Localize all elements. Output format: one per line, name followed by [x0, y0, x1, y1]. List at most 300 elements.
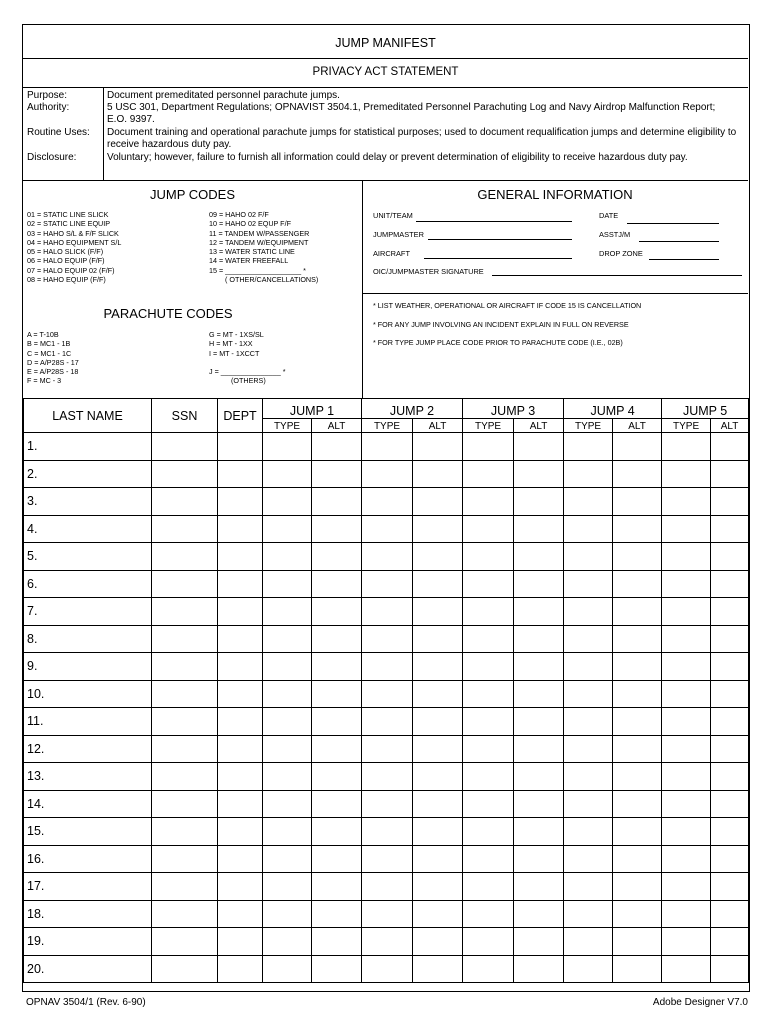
jump3-type-cell[interactable] [463, 873, 514, 901]
col-alt: ALT [613, 418, 662, 432]
jump1-alt-cell[interactable] [312, 460, 362, 488]
jump3-type-cell[interactable] [463, 433, 514, 461]
jump1-alt-cell[interactable] [312, 763, 362, 791]
dept-cell[interactable] [218, 570, 263, 598]
jump2-type-cell[interactable] [362, 818, 413, 846]
note-type-jump: * FOR TYPE JUMP PLACE CODE PRIOR TO PARACHUTE CODE (I.E., 02B) [373, 338, 623, 347]
row-number[interactable]: 17. [24, 873, 152, 901]
jump2-alt-cell[interactable] [413, 680, 463, 708]
dept-cell[interactable] [218, 955, 263, 983]
jump2-alt-cell[interactable] [413, 928, 463, 956]
jump5-type-cell[interactable] [662, 625, 711, 653]
jump2-alt-cell[interactable] [413, 653, 463, 681]
jump1-type-cell[interactable] [263, 763, 312, 791]
row-number[interactable]: 19. [24, 928, 152, 956]
jump3-alt-cell[interactable] [514, 460, 564, 488]
jump5-type-cell[interactable] [662, 928, 711, 956]
jump1-alt-cell[interactable] [312, 653, 362, 681]
manifest-rows [24, 433, 749, 983]
jump2-alt-cell[interactable] [413, 818, 463, 846]
jump-codes-list-2 [209, 210, 359, 284]
jump5-alt-cell[interactable] [711, 570, 749, 598]
jump2-type-cell[interactable] [362, 763, 413, 791]
row-number[interactable]: 6. [24, 570, 152, 598]
jump3-alt-cell[interactable] [514, 873, 564, 901]
dept-cell[interactable] [218, 488, 263, 516]
dept-cell[interactable] [218, 680, 263, 708]
jump1-alt-cell[interactable] [312, 845, 362, 873]
jump3-type-cell[interactable] [463, 845, 514, 873]
signature-field[interactable] [492, 275, 742, 276]
ssn-cell[interactable] [152, 653, 218, 681]
table-row [24, 625, 749, 653]
jump2-alt-cell[interactable] [413, 708, 463, 736]
jump2-type-cell[interactable] [362, 543, 413, 571]
jump3-type-cell[interactable] [463, 625, 514, 653]
jump3-alt-cell[interactable] [514, 818, 564, 846]
jump4-type-cell[interactable] [564, 735, 613, 763]
jump1-alt-cell[interactable] [312, 488, 362, 516]
dept-cell[interactable] [218, 790, 263, 818]
designer-version: Adobe Designer V7.0 [652, 997, 748, 1008]
unit-team-field[interactable] [416, 221, 572, 222]
jump1-alt-cell[interactable] [312, 543, 362, 571]
jump3-type-cell[interactable] [463, 488, 514, 516]
jump3-alt-cell[interactable] [514, 433, 564, 461]
jump2-alt-cell[interactable] [413, 625, 463, 653]
jump5-type-cell[interactable] [662, 460, 711, 488]
ssn-cell[interactable] [152, 735, 218, 763]
jump4-alt-cell[interactable] [613, 598, 662, 626]
row-number[interactable]: 13. [24, 763, 152, 791]
row-number[interactable]: 16. [24, 845, 152, 873]
parachute-code: D = A/P28S - 17 [27, 357, 79, 367]
form-number: OPNAV 3504/1 (Rev. 6-90) [26, 997, 146, 1008]
jump3-alt-cell[interactable] [514, 488, 564, 516]
row-number[interactable]: 4. [24, 515, 152, 543]
jump4-type-cell[interactable] [564, 790, 613, 818]
jump1-alt-cell[interactable] [312, 625, 362, 653]
jump2-type-cell[interactable] [362, 790, 413, 818]
dept-cell[interactable] [218, 845, 263, 873]
jump4-type-cell[interactable] [564, 818, 613, 846]
jump2-alt-cell[interactable] [413, 570, 463, 598]
jump3-alt-cell[interactable] [514, 598, 564, 626]
jump5-type-cell[interactable] [662, 818, 711, 846]
jump5-type-cell[interactable] [662, 543, 711, 571]
jump3-type-cell[interactable] [463, 708, 514, 736]
jump3-alt-cell[interactable] [514, 845, 564, 873]
jump4-alt-cell[interactable] [613, 625, 662, 653]
row-number[interactable]: 12. [24, 735, 152, 763]
dept-cell[interactable] [218, 735, 263, 763]
jump4-alt-cell[interactable] [613, 488, 662, 516]
row-number[interactable]: 15. [24, 818, 152, 846]
jump4-type-cell[interactable] [564, 543, 613, 571]
jump1-type-cell[interactable] [263, 433, 312, 461]
jump2-alt-cell[interactable] [413, 955, 463, 983]
jump1-type-cell[interactable] [263, 845, 312, 873]
jump5-type-cell[interactable] [662, 570, 711, 598]
row-number[interactable]: 14. [24, 790, 152, 818]
jump-codes-heading: JUMP CODES [150, 187, 235, 202]
date-field[interactable] [627, 223, 719, 224]
jump1-alt-cell[interactable] [312, 818, 362, 846]
jump3-type-cell[interactable] [463, 928, 514, 956]
jump5-alt-cell[interactable] [711, 900, 749, 928]
col-jump-4: JUMP 4 [564, 399, 662, 419]
jump5-alt-cell[interactable] [711, 488, 749, 516]
jump3-alt-cell[interactable] [514, 570, 564, 598]
ssn-cell[interactable] [152, 955, 218, 983]
dept-cell[interactable] [218, 763, 263, 791]
table-row [24, 873, 749, 901]
jump5-type-cell[interactable] [662, 955, 711, 983]
jump2-type-cell[interactable] [362, 735, 413, 763]
col-jump-3: JUMP 3 [463, 399, 564, 419]
jump5-type-cell[interactable] [662, 873, 711, 901]
jump2-alt-cell[interactable] [413, 845, 463, 873]
parachute-code-blank [209, 358, 359, 367]
jump5-type-cell[interactable] [662, 653, 711, 681]
jump4-type-cell[interactable] [564, 570, 613, 598]
table-row [24, 845, 749, 873]
row-number[interactable]: 18. [24, 900, 152, 928]
dept-cell[interactable] [218, 543, 263, 571]
jump1-type-cell[interactable] [263, 653, 312, 681]
jump4-alt-cell[interactable] [613, 460, 662, 488]
jump4-alt-cell[interactable] [613, 955, 662, 983]
ssn-cell[interactable] [152, 625, 218, 653]
col-alt: ALT [514, 418, 564, 432]
jump3-type-cell[interactable] [463, 735, 514, 763]
dept-cell[interactable] [218, 515, 263, 543]
ssn-cell[interactable] [152, 873, 218, 901]
drop-zone-field[interactable] [649, 259, 719, 260]
jump1-type-cell[interactable] [263, 818, 312, 846]
jump5-alt-cell[interactable] [711, 653, 749, 681]
jump1-type-cell[interactable] [263, 515, 312, 543]
jump-code: 05 = HALO SLICK (F/F) [27, 247, 104, 257]
jump5-type-cell[interactable] [662, 763, 711, 791]
jump4-alt-cell[interactable] [613, 570, 662, 598]
jump2-type-cell[interactable] [362, 570, 413, 598]
jump1-type-cell[interactable] [263, 708, 312, 736]
jump2-type-cell[interactable] [362, 598, 413, 626]
jump2-type-cell[interactable] [362, 460, 413, 488]
parachute-code: I = MT - 1XCCT [209, 348, 260, 358]
jump4-type-cell[interactable] [564, 955, 613, 983]
jump3-type-cell[interactable] [463, 515, 514, 543]
jump2-type-cell[interactable] [362, 515, 413, 543]
jump3-alt-cell[interactable] [514, 900, 564, 928]
jump4-type-cell[interactable] [564, 653, 613, 681]
jump1-type-cell[interactable] [263, 570, 312, 598]
jump1-type-cell[interactable] [263, 680, 312, 708]
jump5-type-cell[interactable] [662, 900, 711, 928]
jump2-type-cell[interactable] [362, 955, 413, 983]
jump4-type-cell[interactable] [564, 900, 613, 928]
jump5-alt-cell[interactable] [711, 790, 749, 818]
form-title: JUMP MANIFEST [335, 36, 436, 50]
jump3-type-cell[interactable] [463, 955, 514, 983]
jump4-type-cell[interactable] [564, 515, 613, 543]
jump4-alt-cell[interactable] [613, 735, 662, 763]
jump2-alt-cell[interactable] [413, 790, 463, 818]
jump2-alt-cell[interactable] [413, 460, 463, 488]
dept-cell[interactable] [218, 873, 263, 901]
aircraft-field[interactable] [424, 258, 572, 259]
jump3-type-cell[interactable] [463, 460, 514, 488]
jump3-alt-cell[interactable] [514, 543, 564, 571]
jump2-alt-cell[interactable] [413, 543, 463, 571]
jump-code: 03 = HAHO S/L & F/F SLICK [27, 228, 119, 238]
jump1-alt-cell[interactable] [312, 708, 362, 736]
jump2-type-cell[interactable] [362, 900, 413, 928]
divider [23, 87, 748, 88]
privacy-label: Routine Uses: [27, 127, 90, 138]
dept-cell[interactable] [218, 818, 263, 846]
jump4-alt-cell[interactable] [613, 543, 662, 571]
col-type: TYPE [362, 418, 413, 432]
jump5-alt-cell[interactable] [711, 955, 749, 983]
ssn-cell[interactable] [152, 900, 218, 928]
jump1-alt-cell[interactable] [312, 873, 362, 901]
jump2-type-cell[interactable] [362, 928, 413, 956]
ssn-cell[interactable] [152, 570, 218, 598]
jump1-alt-cell[interactable] [312, 433, 362, 461]
jump2-alt-cell[interactable] [413, 763, 463, 791]
note-code15: * LIST WEATHER, OPERATIONAL OR AIRCRAFT IF CODE 15 IS CANCELLATION [373, 301, 642, 310]
row-number[interactable]: 11. [24, 708, 152, 736]
jump3-alt-cell[interactable] [514, 735, 564, 763]
ssn-cell[interactable] [152, 818, 218, 846]
jump4-alt-cell[interactable] [613, 928, 662, 956]
row-number[interactable]: 20. [24, 955, 152, 983]
jump2-type-cell[interactable] [362, 653, 413, 681]
jump1-type-cell[interactable] [263, 790, 312, 818]
jump1-type-cell[interactable] [263, 873, 312, 901]
row-number[interactable]: 2. [24, 460, 152, 488]
ssn-cell[interactable] [152, 433, 218, 461]
jump5-alt-cell[interactable] [711, 928, 749, 956]
jump5-alt-cell[interactable] [711, 543, 749, 571]
jump5-type-cell[interactable] [662, 488, 711, 516]
jump4-type-cell[interactable] [564, 873, 613, 901]
jump4-type-cell[interactable] [564, 460, 613, 488]
jump1-alt-cell[interactable] [312, 570, 362, 598]
jump4-alt-cell[interactable] [613, 680, 662, 708]
jump2-type-cell[interactable] [362, 845, 413, 873]
jump3-alt-cell[interactable] [514, 928, 564, 956]
jump5-alt-cell[interactable] [711, 708, 749, 736]
jump5-alt-cell[interactable] [711, 680, 749, 708]
jump3-type-cell[interactable] [463, 818, 514, 846]
jump1-type-cell[interactable] [263, 543, 312, 571]
dept-cell[interactable] [218, 708, 263, 736]
jump2-type-cell[interactable] [362, 873, 413, 901]
jump1-type-cell[interactable] [263, 488, 312, 516]
jump5-type-cell[interactable] [662, 515, 711, 543]
dept-cell[interactable] [218, 460, 263, 488]
jump3-alt-cell[interactable] [514, 680, 564, 708]
jump5-alt-cell[interactable] [711, 460, 749, 488]
jump5-type-cell[interactable] [662, 790, 711, 818]
general-info-heading: GENERAL INFORMATION [477, 187, 633, 202]
jump5-alt-cell[interactable] [711, 873, 749, 901]
dept-cell[interactable] [218, 900, 263, 928]
jump4-alt-cell[interactable] [613, 433, 662, 461]
jump5-alt-cell[interactable] [711, 845, 749, 873]
jump3-alt-cell[interactable] [514, 625, 564, 653]
jump2-type-cell[interactable] [362, 708, 413, 736]
jump1-type-cell[interactable] [263, 928, 312, 956]
jump5-alt-cell[interactable] [711, 433, 749, 461]
jump2-alt-cell[interactable] [413, 515, 463, 543]
jump4-type-cell[interactable] [564, 680, 613, 708]
ssn-cell[interactable] [152, 598, 218, 626]
jump2-type-cell[interactable] [362, 488, 413, 516]
jump1-type-cell[interactable] [263, 598, 312, 626]
jump4-type-cell[interactable] [564, 488, 613, 516]
jump4-alt-cell[interactable] [613, 845, 662, 873]
jump5-alt-cell[interactable] [711, 735, 749, 763]
manifest-form [22, 24, 750, 992]
jump2-alt-cell[interactable] [413, 598, 463, 626]
jump1-alt-cell[interactable] [312, 928, 362, 956]
jump4-type-cell[interactable] [564, 625, 613, 653]
asstjm-field[interactable] [639, 241, 719, 242]
jump3-alt-cell[interactable] [514, 955, 564, 983]
jumpmaster-field[interactable] [428, 239, 572, 240]
jump4-type-cell[interactable] [564, 433, 613, 461]
jump2-alt-cell[interactable] [413, 900, 463, 928]
jump1-alt-cell[interactable] [312, 900, 362, 928]
ssn-cell[interactable] [152, 488, 218, 516]
jump2-type-cell[interactable] [362, 680, 413, 708]
dept-cell[interactable] [218, 625, 263, 653]
jump3-type-cell[interactable] [463, 680, 514, 708]
jump4-type-cell[interactable] [564, 928, 613, 956]
dept-cell[interactable] [218, 928, 263, 956]
jump5-type-cell[interactable] [662, 680, 711, 708]
table-row [24, 515, 749, 543]
dept-cell[interactable] [218, 433, 263, 461]
jump4-alt-cell[interactable] [613, 873, 662, 901]
jump3-alt-cell[interactable] [514, 790, 564, 818]
jump3-type-cell[interactable] [463, 790, 514, 818]
jump3-type-cell[interactable] [463, 543, 514, 571]
row-number[interactable]: 9. [24, 653, 152, 681]
jump3-type-cell[interactable] [463, 653, 514, 681]
dept-cell[interactable] [218, 653, 263, 681]
jump2-alt-cell[interactable] [413, 488, 463, 516]
jump1-alt-cell[interactable] [312, 735, 362, 763]
ssn-cell[interactable] [152, 845, 218, 873]
jump2-alt-cell[interactable] [413, 433, 463, 461]
jump1-alt-cell[interactable] [312, 598, 362, 626]
jump5-alt-cell[interactable] [711, 818, 749, 846]
row-number[interactable]: 10. [24, 680, 152, 708]
jump4-alt-cell[interactable] [613, 818, 662, 846]
ssn-cell[interactable] [152, 515, 218, 543]
jump5-type-cell[interactable] [662, 735, 711, 763]
jump5-type-cell[interactable] [662, 708, 711, 736]
jump1-type-cell[interactable] [263, 900, 312, 928]
jump3-type-cell[interactable] [463, 598, 514, 626]
jump3-alt-cell[interactable] [514, 653, 564, 681]
dept-cell[interactable] [218, 598, 263, 626]
jump1-type-cell[interactable] [263, 460, 312, 488]
ssn-cell[interactable] [152, 543, 218, 571]
jump1-alt-cell[interactable] [312, 790, 362, 818]
row-number[interactable]: 8. [24, 625, 152, 653]
jump1-alt-cell[interactable] [312, 955, 362, 983]
jump5-alt-cell[interactable] [711, 515, 749, 543]
jump3-type-cell[interactable] [463, 900, 514, 928]
jump3-type-cell[interactable] [463, 763, 514, 791]
jump4-type-cell[interactable] [564, 708, 613, 736]
jump2-type-cell[interactable] [362, 625, 413, 653]
table-row [24, 790, 749, 818]
jump3-alt-cell[interactable] [514, 763, 564, 791]
col-type: TYPE [263, 418, 312, 432]
ssn-cell[interactable] [152, 928, 218, 956]
jump-code: 06 = HALO EQUIP (F/F) [27, 256, 105, 266]
jump4-type-cell[interactable] [564, 598, 613, 626]
jump2-alt-cell[interactable] [413, 735, 463, 763]
jump5-type-cell[interactable] [662, 845, 711, 873]
jump1-type-cell[interactable] [263, 735, 312, 763]
jump1-type-cell[interactable] [263, 955, 312, 983]
jump4-type-cell[interactable] [564, 845, 613, 873]
jump3-alt-cell[interactable] [514, 515, 564, 543]
jump4-alt-cell[interactable] [613, 653, 662, 681]
jump5-type-cell[interactable] [662, 598, 711, 626]
row-number[interactable]: 5. [24, 543, 152, 571]
jump4-alt-cell[interactable] [613, 708, 662, 736]
jump1-alt-cell[interactable] [312, 515, 362, 543]
jump4-alt-cell[interactable] [613, 515, 662, 543]
jump2-alt-cell[interactable] [413, 873, 463, 901]
ssn-cell[interactable] [152, 460, 218, 488]
parachute-code: A = T-10B [27, 330, 59, 339]
ssn-cell[interactable] [152, 790, 218, 818]
jump2-type-cell[interactable] [362, 433, 413, 461]
jump-code: 08 = HAHO EQUIP (F/F) [27, 275, 106, 285]
jump4-alt-cell[interactable] [613, 900, 662, 928]
jump1-alt-cell[interactable] [312, 680, 362, 708]
row-number[interactable]: 7. [24, 598, 152, 626]
jump4-alt-cell[interactable] [613, 763, 662, 791]
row-number[interactable]: 1. [24, 433, 152, 461]
jump5-alt-cell[interactable] [711, 625, 749, 653]
ssn-cell[interactable] [152, 763, 218, 791]
col-type: TYPE [463, 418, 514, 432]
jump3-type-cell[interactable] [463, 570, 514, 598]
jump3-alt-cell[interactable] [514, 708, 564, 736]
jump1-type-cell[interactable] [263, 625, 312, 653]
jump5-alt-cell[interactable] [711, 598, 749, 626]
row-number[interactable]: 3. [24, 488, 152, 516]
jump5-alt-cell[interactable] [711, 763, 749, 791]
parachute-code: B = MC1 - 1B [27, 339, 71, 349]
ssn-cell[interactable] [152, 680, 218, 708]
ssn-cell[interactable] [152, 708, 218, 736]
jump4-alt-cell[interactable] [613, 790, 662, 818]
jump4-type-cell[interactable] [564, 763, 613, 791]
jump5-type-cell[interactable] [662, 433, 711, 461]
